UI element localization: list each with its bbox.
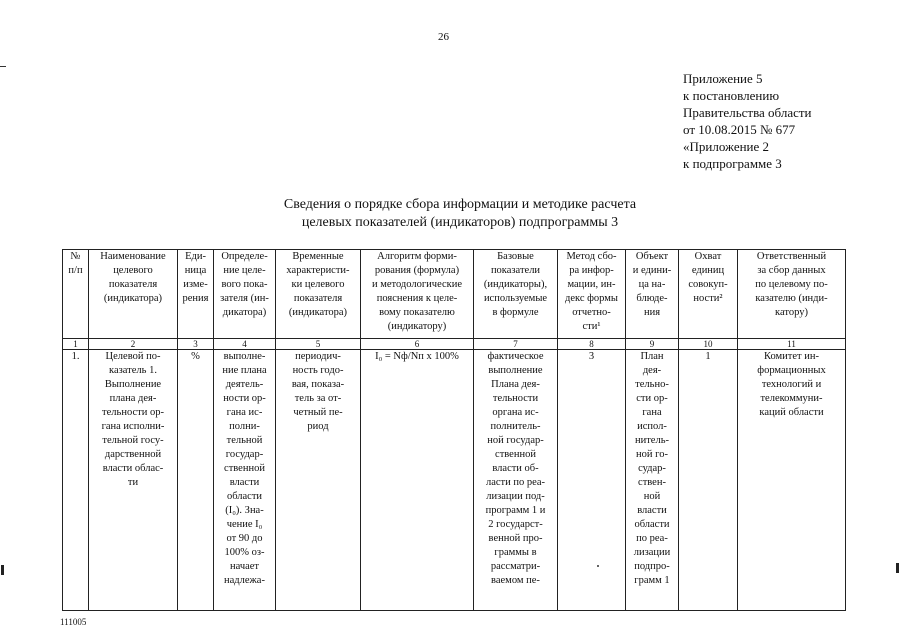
header-cell: Базовые показатели (индикаторы), используемые в формуле — [474, 250, 558, 339]
header-cell: Наименование целевого показателя (индикатора) — [89, 250, 178, 339]
header-cell: Ответственный за сбор данных по целевому по- казателю (инди- катору) — [738, 250, 846, 339]
annex-line: Правительства области — [683, 105, 812, 120]
observation-object-cell: План дея- тельно- сти ор- гана испол- нитель- ной го- судар- ствен- ной власти области по реа- лизации подпро- грамм 1 — [626, 350, 679, 611]
scan-dot — [597, 565, 599, 567]
annex-line: от 10.08.2015 № 677 — [683, 122, 796, 137]
column-number-row — [63, 339, 846, 350]
header-cell: Временные характеристи- ки целевого показателя (индикатора) — [276, 250, 361, 339]
unit-cell: % — [178, 350, 214, 611]
indicators-table — [62, 249, 846, 611]
annex-line: «Приложение 2 — [683, 139, 770, 154]
column-number: 5 — [276, 339, 361, 350]
header-cell: Охват единиц совокуп- ности² — [679, 250, 738, 339]
definition-cell: выполне- ние плана деятель- ности ор- гана ис- полни- тельной государ- ственной власти области (I₀). Зна- чение I₀ от 90 до 100% оз- начает надлежа- — [214, 350, 276, 611]
indicator-name-cell: Целевой по- казатель 1. Выполнение плана дея- тельности ор- гана исполни- тельной госу- дарственной власти облас- ти — [89, 350, 178, 611]
header-cell: № п/п — [63, 250, 89, 339]
header-cell: Определе- ние целе- вого пока- зателя (ин- дикатора) — [214, 250, 276, 339]
header-cell: Объект и едини- ца на- блюде- ния — [626, 250, 679, 339]
document-title — [200, 196, 720, 232]
footer-code: 111005 — [60, 617, 87, 627]
column-number: 7 — [474, 339, 558, 350]
annex-line: к подпрограмме 3 — [683, 156, 782, 171]
header-cell: Метод сбо- ра инфор- мации, ин- декс формы отчетно- сти¹ — [558, 250, 626, 339]
column-number: 4 — [214, 339, 276, 350]
base-indicators-cell: фактическое выполнение Плана дея- тельности органа ис- полнитель- ной государ- ственной власти об- ласти по реа- лизации под- программ 1 и 2 государст- венной про- граммы в рассматри- ваемом пе- — [474, 350, 558, 611]
responsible-cell: Комитет ин- формационных технологий и телекоммуни- каций области — [738, 350, 846, 611]
scan-edge-mark-left — [1, 565, 4, 575]
column-number: 6 — [361, 339, 474, 350]
row-number: 1. — [63, 350, 89, 611]
column-number: 10 — [679, 339, 738, 350]
title-line-2: целевых показателей (индикаторов) подпрограммы 3 — [301, 215, 619, 230]
annex-line: Приложение 5 — [683, 71, 763, 86]
annex-header — [683, 70, 812, 172]
column-number: 2 — [89, 339, 178, 350]
column-number: 1 — [63, 339, 89, 350]
column-number: 9 — [626, 339, 679, 350]
column-number: 8 — [558, 339, 626, 350]
header-row — [63, 250, 846, 339]
formula-cell: I₀ = Nф/Nп x 100% — [361, 350, 474, 611]
annex-line: к постановлению — [683, 88, 780, 103]
coverage-cell: 1 — [679, 350, 738, 611]
header-cell: Алгоритм форми- рования (формула) и методологические пояснения к целе- вому показателю (индикатору) — [361, 250, 474, 339]
time-characteristics-cell: периодич- ность годо- вая, показа- тель за от- четный пе- риод — [276, 350, 361, 611]
margin-mark — [0, 66, 6, 67]
table-row — [63, 350, 846, 611]
header-cell: Еди- ница изме- рения — [178, 250, 214, 339]
title-line-1: Сведения о порядке сбора информации и методике расчета — [283, 197, 637, 212]
page-number: 26 — [438, 31, 449, 43]
scan-edge-mark-right — [896, 563, 899, 573]
column-number: 3 — [178, 339, 214, 350]
column-number: 11 — [738, 339, 846, 350]
collection-method-cell: 3 — [558, 350, 626, 611]
